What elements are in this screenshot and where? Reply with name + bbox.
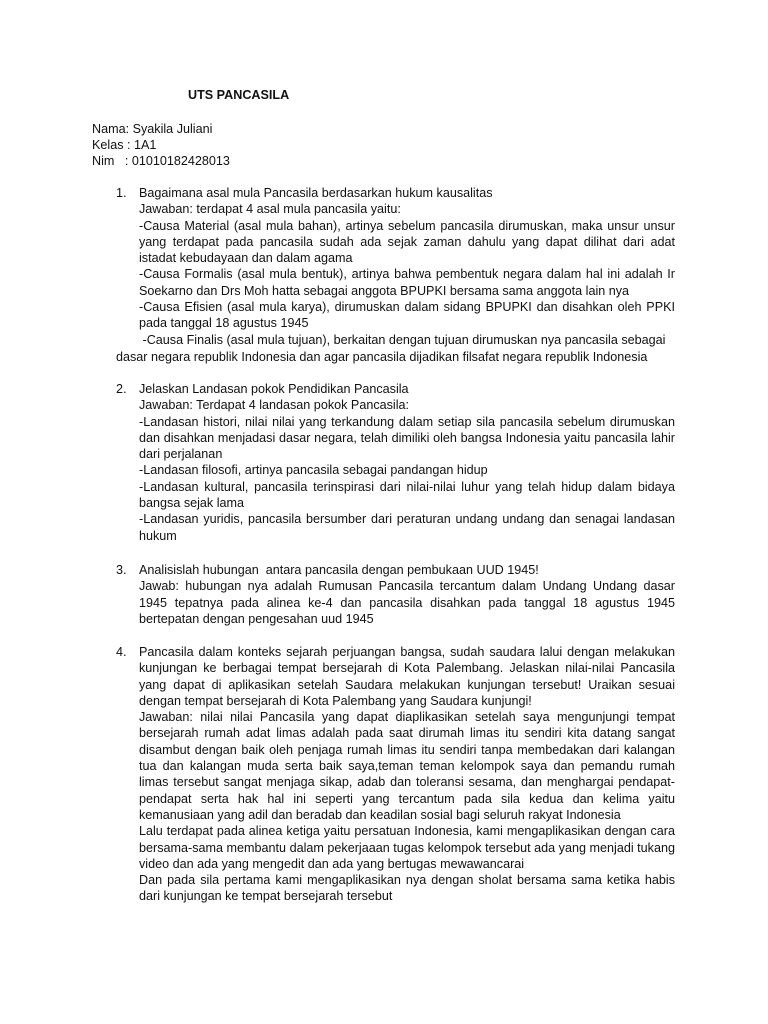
answer-line: dasar negara republik Indonesia dan agar pancasila dijadikan filsafat negara republik Indonesia: [116, 350, 648, 364]
answer-line: Jawaban: nilai nilai Pancasila yang dapat diaplikasikan setelah saya mengunjungi tempat bersejarah rumah adat limas adalah pada saat dirumah limas itu sendiri kita datang sangat disambut dengan baik oleh penjaga rumah limas itu sendiri tanpa membedakan dari kalangan tua dan kalangan muda serta baik saya,teman teman kelompok saya dan pemandu rumah limas tersebut sangat menjaga sikap, adab dan toleransi sesama, dan menghargai pendapat-pendapat serta hak hal ini seperti yang tercantum pada sila kedua dan kelima yaitu kemanusiaan yang adil dan beradab dan keadilan sosial bagi seluruh rakyat Indonesia: [139, 710, 675, 822]
question-block: [139, 185, 675, 348]
question-text: Jelaskan Landasan pokok Pendidikan Pancasila: [139, 382, 409, 396]
student-class: Kelas : 1A1: [92, 138, 157, 152]
question-number: 4.: [116, 645, 127, 659]
answer-line: -Causa Formalis (asal mula bentuk), artinya bahwa pembentuk negara dalam hal ini adalah Ir Soekarno dan Drs Moh hatta sebagai anggota BPUPKI bersama sama anggota lain nya: [139, 267, 675, 298]
answer-line: -Landasan histori, nilai nilai yang terkandung dalam setiap sila pancasila sebelum dirumuskan dan disahkan menjadasi dasar negara, telah dimiliki oleh bangsa Indonesia yaitu pancasila lahir dari perjalanan: [139, 414, 675, 462]
document-title: UTS PANCASILA: [188, 88, 290, 102]
student-nim: Nim : 01010182428013: [92, 154, 230, 168]
answer-line: Jawaban: terdapat 4 asal mula pancasila yaitu:: [139, 202, 401, 217]
student-name: Nama: Syakila Juliani: [92, 122, 213, 136]
answer-line: Dan pada sila pertama kami mengaplikasikan nya dengan sholat bersama sama ketika habis dari kunjungan ke tempat bersejarah tersebut: [139, 873, 675, 904]
question-number: 1.: [116, 186, 127, 200]
answer-line: Jawab: hubungan nya adalah Rumusan Pancasila tercantum dalam Undang Undang dasar 1945 tepatnya pada alinea ke-4 dan pancasila disahkan pada tanggal 18 agustus 1945 bertepatan dengan pengesahan uud 1945: [139, 579, 675, 626]
question-block: [139, 381, 675, 544]
answer-line: -Causa Efisien (asal mula karya), dirumuskan dalam sidang BPUPKI dan disahkan oleh PPKI pada tanggal 18 agustus 1945: [139, 300, 675, 331]
question-block: [139, 562, 675, 627]
question-text: Pancasila dalam konteks sejarah perjuangan bangsa, sudah saudara lalui dengan melakukan kunjungan ke berbagai tempat bersejarah di Kota Palembang. Jelaskan nilai-nilai Pancasila yang dapat di aplikasikan setelah Saudara melakukan kunjungan tersebut! Uraikan sesuai dengan tempat bersejarah di Kota Palembang yang Saudara kunjungi!: [139, 645, 675, 708]
question-number: 3.: [116, 563, 127, 577]
answer-line: Jawaban: Terdapat 4 landasan pokok Pancasila:: [139, 398, 410, 413]
question-number: 2.: [116, 382, 127, 396]
answer-line: -Causa Finalis (asal mula tujuan), berkaitan dengan tujuan dirumuskan nya pancasila sebagai: [139, 332, 666, 347]
question-text: Analisislah hubungan antara pancasila dengan pembukaan UUD 1945!: [139, 563, 539, 577]
answer-line: -Landasan kultural, pancasila terinspirasi dari nilai-nilai luhur yang telah hidup dalam bidaya bangsa sejak lama: [139, 479, 675, 511]
answer-line: -Landasan yuridis, pancasila bersumber dari peraturan undang undang dan senagai landasan hukum: [139, 512, 675, 543]
answer-line: -Landasan filosofi, artinya pancasila sebagai pandangan hidup: [139, 463, 488, 478]
answer-line: Lalu terdapat pada alinea ketiga yaitu persatuan Indonesia, kami mengaplikasikan dengan cara bersama-sama membantu dalam pekerjaaan tugas kelompok tersebut ada yang menjadi tukang video dan ada yang mengedit dan ada yang bertugas mewawancarai: [139, 824, 675, 871]
answer-line: -Causa Material (asal mula bahan), artinya sebelum pancasila dirumuskan, maka unsur unsur yang terdapat pada pancasila sudah ada sejak zaman dahulu yang dapat dilihat dari adat istadat kebudayaan dan dalam agama: [139, 218, 675, 266]
question-block: [139, 644, 675, 905]
question-text: Bagaimana asal mula Pancasila berdasarkan hukum kausalitas: [139, 186, 493, 200]
